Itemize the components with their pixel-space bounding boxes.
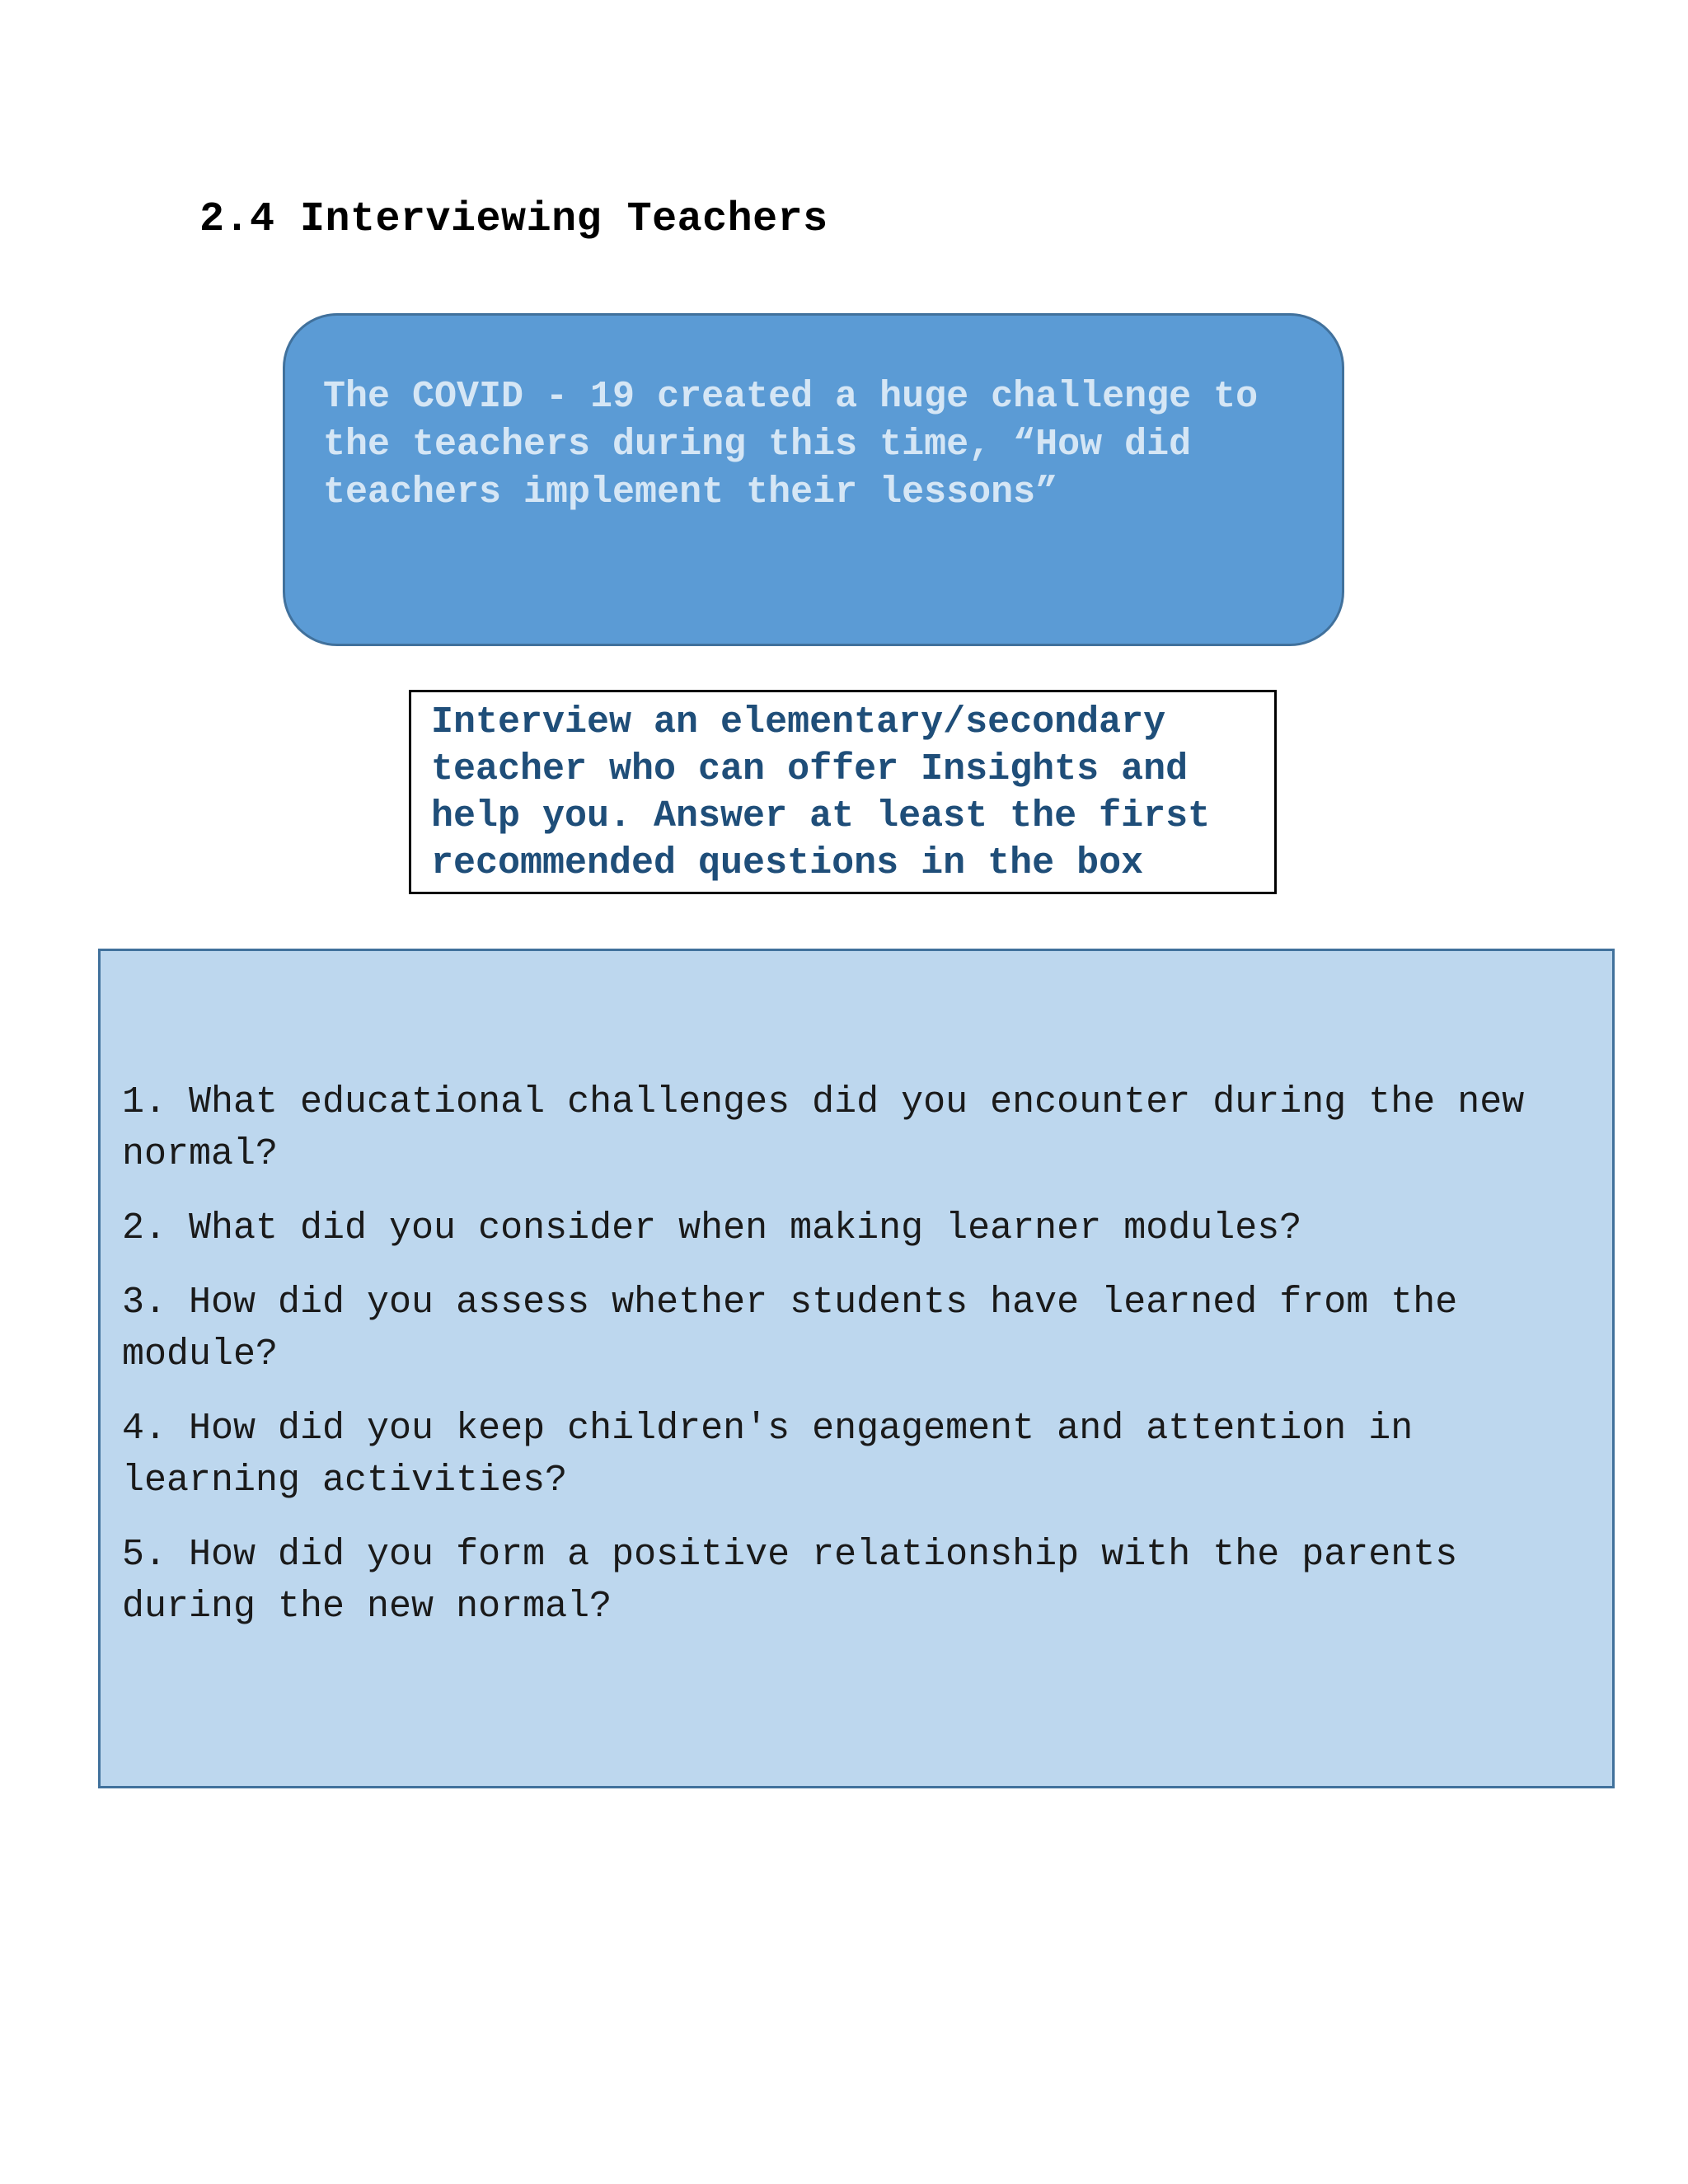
intro-callout (283, 313, 1344, 646)
section-heading: 2.4 Interviewing Teachers (199, 196, 828, 243)
question-2: 2. What did you consider when making learner modules? (122, 1207, 1302, 1249)
question-1: 1. What educational challenges did you encounter during the new normal? (122, 1081, 1525, 1175)
intro-callout-text: The COVID - 19 created a huge challenge to the teachers during this time, “How did teachers implement their lessons” (323, 376, 1259, 513)
question-5: 5. How did you form a positive relationship with the parents during the new normal? (122, 1534, 1458, 1628)
question-3: 3. How did you assess whether students have learned from the module? (122, 1282, 1458, 1376)
questions-box (98, 949, 1615, 1788)
question-4: 4. How did you keep children's engagement and attention in learning activities? (122, 1408, 1414, 1502)
instruction-text: Interview an elementary/secondary teacher who can offer Insights and help you. Answer at least the first recommended questions in the box (431, 701, 1211, 884)
instruction-box (409, 690, 1277, 894)
